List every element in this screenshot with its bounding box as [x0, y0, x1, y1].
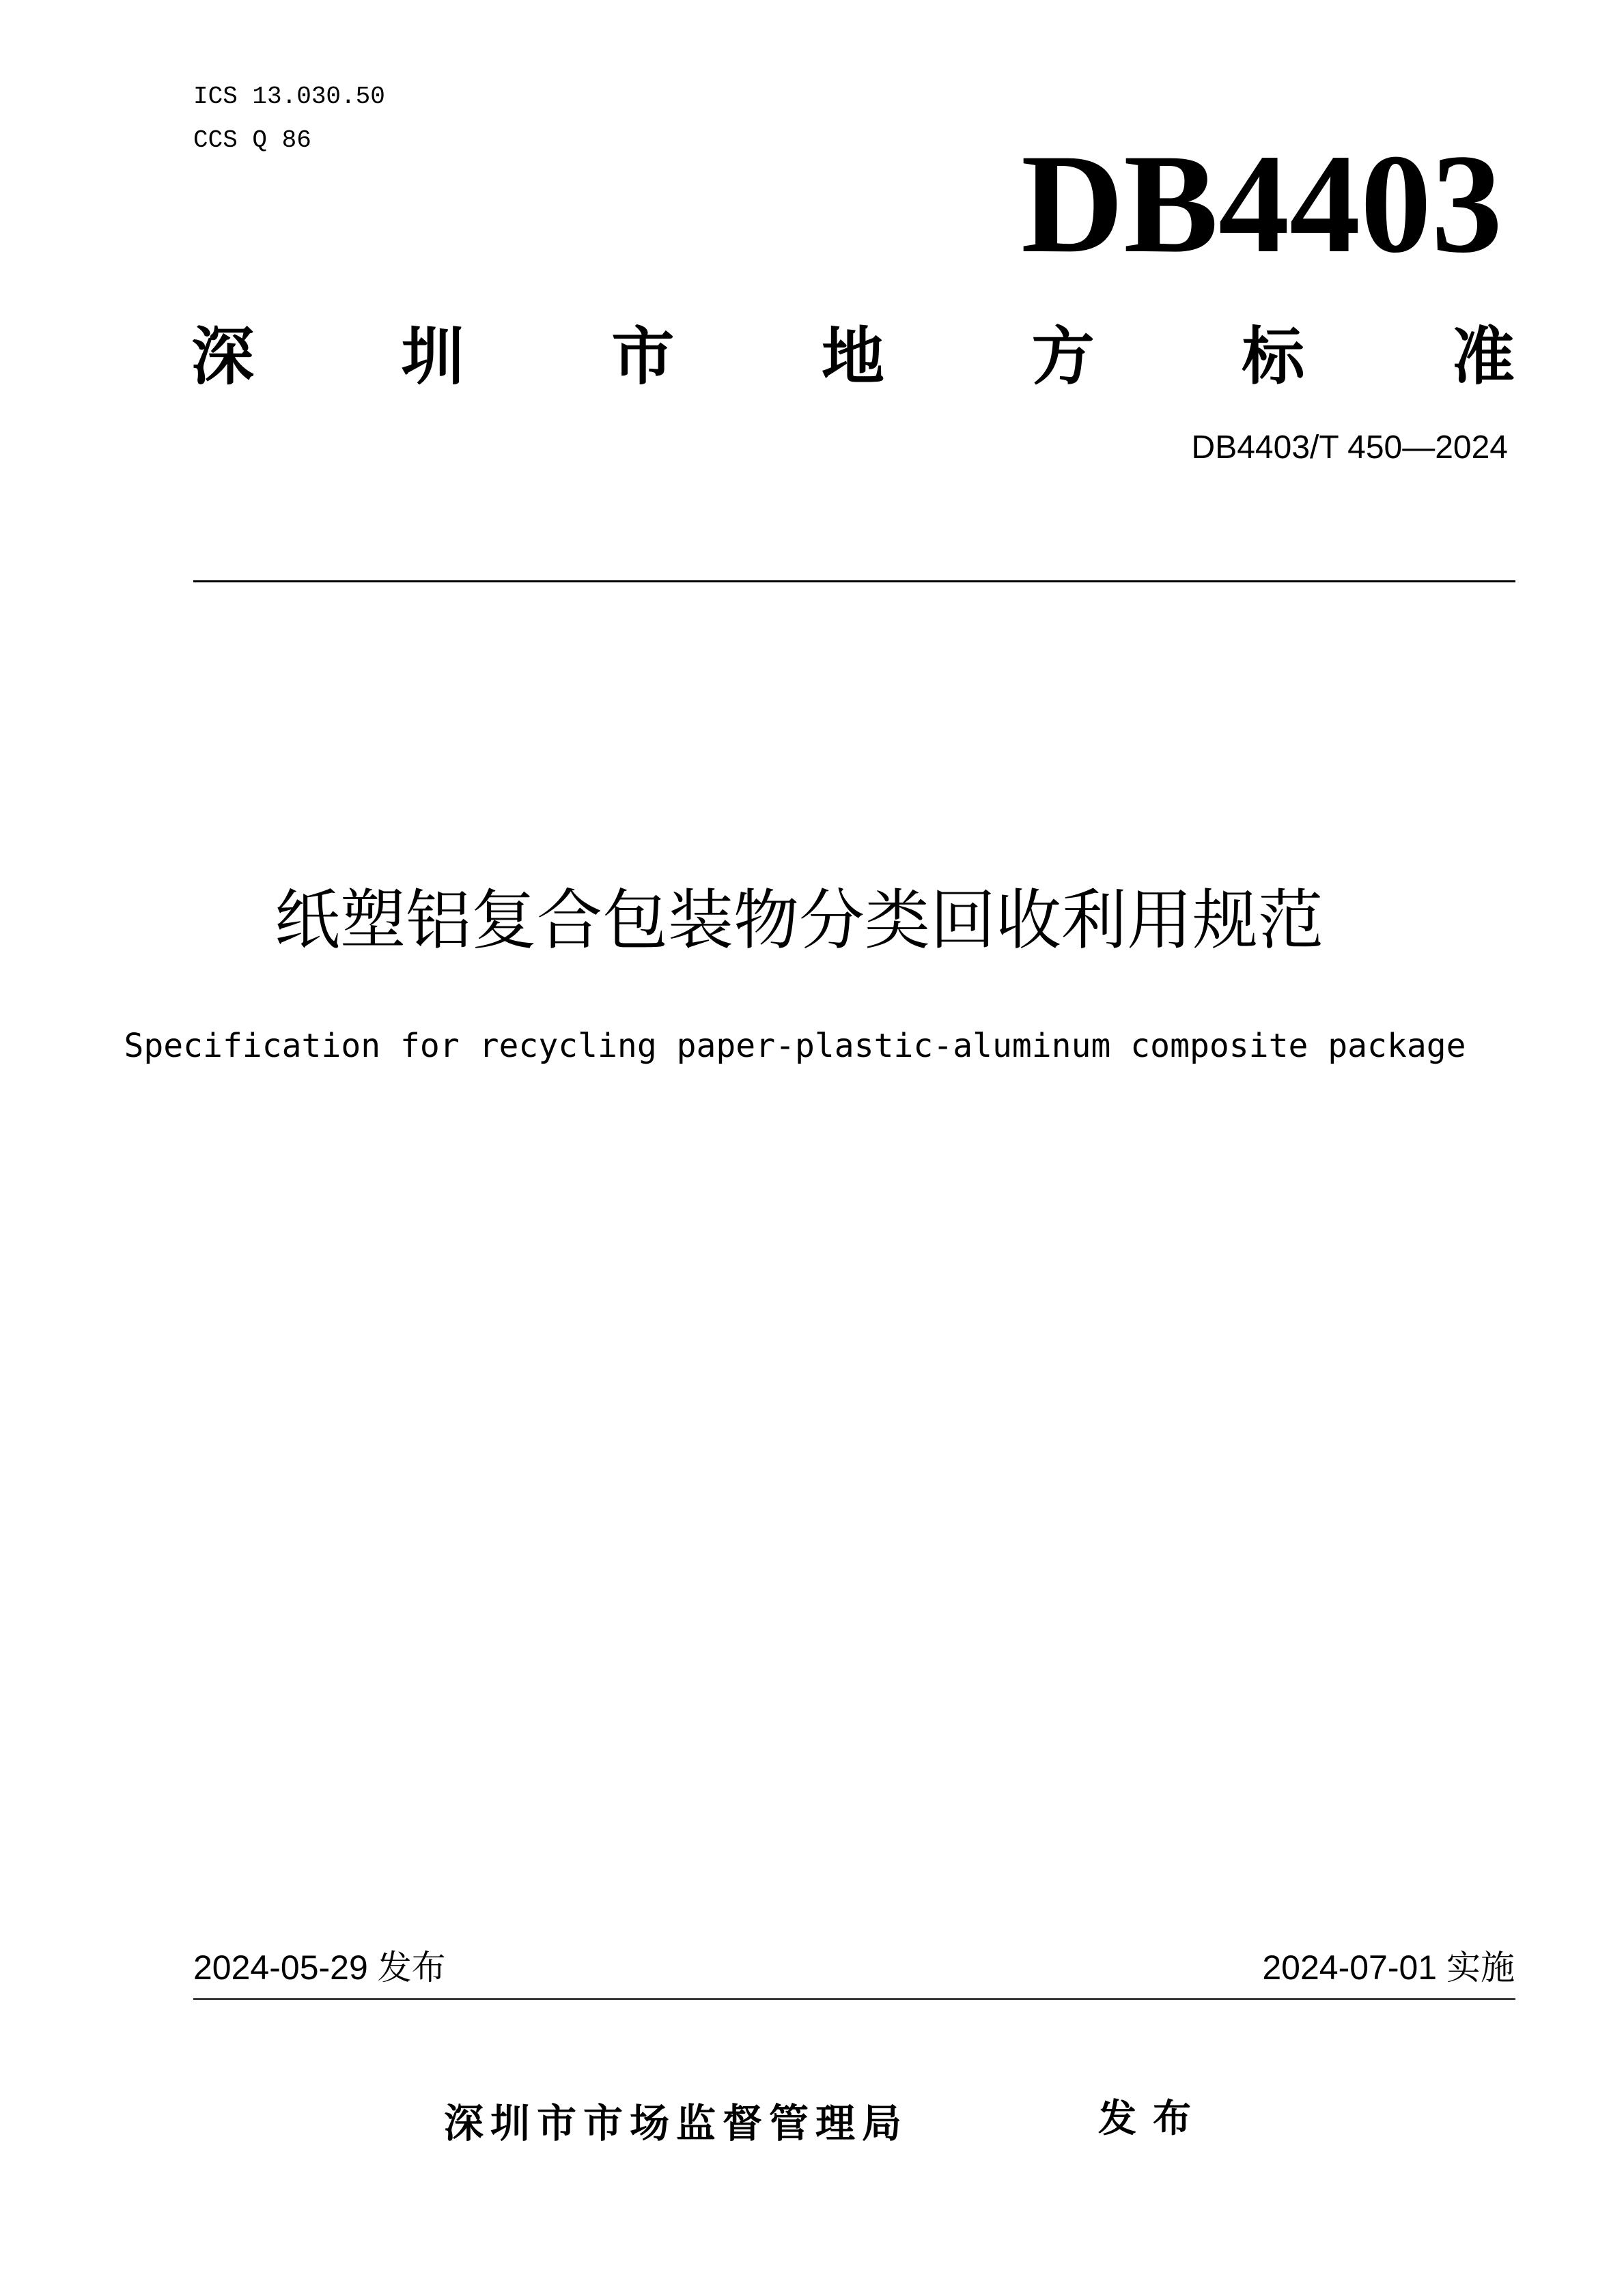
standard-type-char: 方 [1031, 320, 1095, 393]
standard-type-heading [191, 320, 1515, 395]
standard-type-char: 准 [1451, 320, 1515, 393]
standard-type-char: 地 [821, 320, 884, 393]
header-divider [193, 580, 1515, 582]
standard-type-char: 标 [1242, 320, 1305, 393]
issuing-authority: 深圳市市场监督管理局 [444, 2100, 909, 2146]
issue-label: 发布 [1098, 2097, 1207, 2141]
standard-type-char: 深 [191, 320, 255, 393]
standard-type-char: 市 [611, 320, 675, 393]
effective-date: 2024-07-01 实施 [1262, 1948, 1515, 1987]
standard-code-large: DB4403 [1021, 125, 1502, 282]
footer-divider [193, 1998, 1515, 2000]
document-title-en: Specification for recycling paper-plastic-aluminum composite package [124, 1027, 1466, 1065]
standard-number: DB4403/T 450—2024 [1191, 429, 1508, 466]
ccs-code: CCS Q 86 [193, 126, 311, 154]
document-title-zh: 纸塑铝复合包装物分类回收利用规范 [275, 882, 1324, 959]
publish-date: 2024-05-29 发布 [193, 1948, 446, 1987]
standard-type-char: 圳 [401, 320, 464, 393]
ics-code: ICS 13.030.50 [193, 83, 385, 111]
